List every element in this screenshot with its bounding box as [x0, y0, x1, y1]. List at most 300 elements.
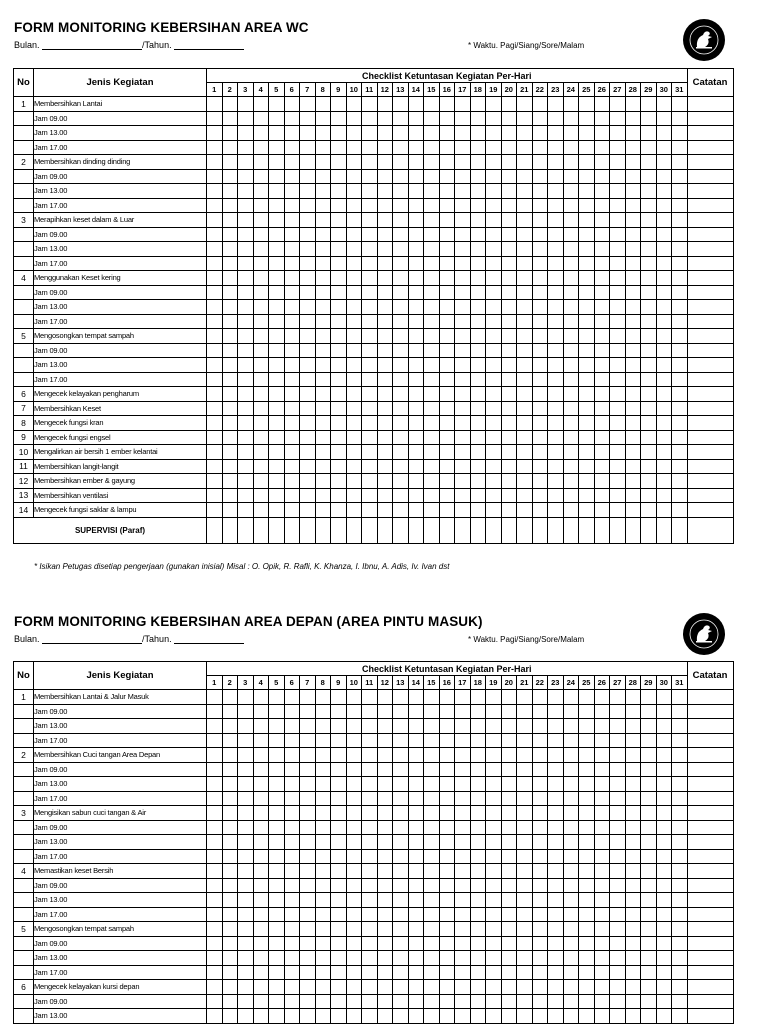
check-cell[interactable]: [222, 343, 238, 358]
check-cell[interactable]: [377, 864, 393, 879]
check-cell[interactable]: [393, 849, 409, 864]
check-cell[interactable]: [486, 155, 502, 170]
check-cell[interactable]: [641, 300, 657, 315]
check-cell[interactable]: [672, 111, 688, 126]
check-cell[interactable]: [641, 907, 657, 922]
check-cell[interactable]: [672, 893, 688, 908]
check-cell[interactable]: [486, 849, 502, 864]
check-cell[interactable]: [377, 791, 393, 806]
check-cell[interactable]: [548, 169, 564, 184]
check-cell[interactable]: [362, 733, 378, 748]
check-cell[interactable]: [532, 329, 548, 344]
check-cell[interactable]: [362, 503, 378, 518]
check-cell[interactable]: [672, 256, 688, 271]
check-cell[interactable]: [253, 503, 269, 518]
check-cell[interactable]: [207, 965, 223, 980]
check-cell[interactable]: [300, 907, 316, 922]
check-cell[interactable]: [532, 951, 548, 966]
check-cell[interactable]: [501, 762, 517, 777]
check-cell[interactable]: [532, 893, 548, 908]
check-cell[interactable]: [486, 820, 502, 835]
check-cell[interactable]: [393, 503, 409, 518]
notes-cell[interactable]: [687, 169, 733, 184]
notes-cell[interactable]: [687, 704, 733, 719]
check-cell[interactable]: [470, 849, 486, 864]
check-cell[interactable]: [346, 951, 362, 966]
check-cell[interactable]: [331, 893, 347, 908]
check-cell[interactable]: [439, 791, 455, 806]
check-cell[interactable]: [486, 835, 502, 850]
check-cell[interactable]: [470, 864, 486, 879]
notes-cell[interactable]: [687, 300, 733, 315]
check-cell[interactable]: [594, 733, 610, 748]
check-cell[interactable]: [625, 733, 641, 748]
check-cell[interactable]: [501, 198, 517, 213]
check-cell[interactable]: [238, 719, 254, 734]
check-cell[interactable]: [548, 704, 564, 719]
check-cell[interactable]: [641, 503, 657, 518]
check-cell[interactable]: [439, 372, 455, 387]
check-cell[interactable]: [548, 733, 564, 748]
check-cell[interactable]: [486, 358, 502, 373]
check-cell[interactable]: [362, 329, 378, 344]
check-cell[interactable]: [362, 459, 378, 474]
check-cell[interactable]: [641, 126, 657, 141]
check-cell[interactable]: [269, 227, 285, 242]
check-cell[interactable]: [594, 97, 610, 112]
check-cell[interactable]: [517, 503, 533, 518]
check-cell[interactable]: [470, 733, 486, 748]
check-cell[interactable]: [486, 1009, 502, 1024]
check-cell[interactable]: [548, 820, 564, 835]
check-cell[interactable]: [222, 155, 238, 170]
check-cell[interactable]: [579, 474, 595, 489]
check-cell[interactable]: [424, 474, 440, 489]
check-cell[interactable]: [455, 213, 471, 228]
paraf-cell[interactable]: [284, 517, 300, 543]
check-cell[interactable]: [222, 849, 238, 864]
check-cell[interactable]: [284, 1009, 300, 1024]
check-cell[interactable]: [362, 140, 378, 155]
check-cell[interactable]: [269, 213, 285, 228]
check-cell[interactable]: [331, 97, 347, 112]
check-cell[interactable]: [486, 184, 502, 199]
check-cell[interactable]: [641, 271, 657, 286]
paraf-cell[interactable]: [455, 517, 471, 543]
check-cell[interactable]: [470, 155, 486, 170]
check-cell[interactable]: [501, 474, 517, 489]
check-cell[interactable]: [656, 503, 672, 518]
check-cell[interactable]: [625, 198, 641, 213]
check-cell[interactable]: [315, 951, 331, 966]
check-cell[interactable]: [610, 416, 626, 431]
check-cell[interactable]: [548, 1009, 564, 1024]
check-cell[interactable]: [486, 387, 502, 402]
check-cell[interactable]: [656, 936, 672, 951]
check-cell[interactable]: [207, 791, 223, 806]
check-cell[interactable]: [207, 343, 223, 358]
check-cell[interactable]: [346, 358, 362, 373]
check-cell[interactable]: [532, 155, 548, 170]
check-cell[interactable]: [517, 791, 533, 806]
check-cell[interactable]: [548, 184, 564, 199]
check-cell[interactable]: [439, 97, 455, 112]
check-cell[interactable]: [408, 97, 424, 112]
check-cell[interactable]: [455, 126, 471, 141]
check-cell[interactable]: [253, 256, 269, 271]
check-cell[interactable]: [207, 387, 223, 402]
check-cell[interactable]: [486, 762, 502, 777]
check-cell[interactable]: [377, 155, 393, 170]
check-cell[interactable]: [331, 300, 347, 315]
check-cell[interactable]: [238, 256, 254, 271]
check-cell[interactable]: [517, 242, 533, 257]
check-cell[interactable]: [563, 806, 579, 821]
check-cell[interactable]: [610, 922, 626, 937]
check-cell[interactable]: [253, 864, 269, 879]
check-cell[interactable]: [672, 445, 688, 460]
check-cell[interactable]: [470, 97, 486, 112]
check-cell[interactable]: [408, 1009, 424, 1024]
check-cell[interactable]: [253, 169, 269, 184]
check-cell[interactable]: [300, 806, 316, 821]
check-cell[interactable]: [455, 965, 471, 980]
check-cell[interactable]: [222, 994, 238, 1009]
check-cell[interactable]: [222, 416, 238, 431]
check-cell[interactable]: [656, 358, 672, 373]
check-cell[interactable]: [408, 242, 424, 257]
check-cell[interactable]: [362, 820, 378, 835]
check-cell[interactable]: [300, 198, 316, 213]
check-cell[interactable]: [656, 198, 672, 213]
check-cell[interactable]: [548, 155, 564, 170]
check-cell[interactable]: [207, 329, 223, 344]
check-cell[interactable]: [362, 922, 378, 937]
check-cell[interactable]: [408, 184, 424, 199]
check-cell[interactable]: [517, 198, 533, 213]
check-cell[interactable]: [563, 748, 579, 763]
check-cell[interactable]: [641, 111, 657, 126]
check-cell[interactable]: [238, 343, 254, 358]
check-cell[interactable]: [625, 835, 641, 850]
check-cell[interactable]: [424, 748, 440, 763]
check-cell[interactable]: [501, 878, 517, 893]
check-cell[interactable]: [393, 791, 409, 806]
check-cell[interactable]: [300, 762, 316, 777]
check-cell[interactable]: [284, 488, 300, 503]
check-cell[interactable]: [470, 300, 486, 315]
check-cell[interactable]: [393, 878, 409, 893]
check-cell[interactable]: [501, 820, 517, 835]
check-cell[interactable]: [300, 503, 316, 518]
check-cell[interactable]: [269, 777, 285, 792]
check-cell[interactable]: [594, 690, 610, 705]
check-cell[interactable]: [269, 503, 285, 518]
check-cell[interactable]: [501, 835, 517, 850]
check-cell[interactable]: [377, 806, 393, 821]
check-cell[interactable]: [470, 936, 486, 951]
check-cell[interactable]: [253, 97, 269, 112]
check-cell[interactable]: [672, 213, 688, 228]
check-cell[interactable]: [424, 198, 440, 213]
check-cell[interactable]: [424, 314, 440, 329]
check-cell[interactable]: [393, 169, 409, 184]
check-cell[interactable]: [455, 227, 471, 242]
check-cell[interactable]: [284, 416, 300, 431]
check-cell[interactable]: [563, 155, 579, 170]
check-cell[interactable]: [625, 474, 641, 489]
check-cell[interactable]: [455, 835, 471, 850]
check-cell[interactable]: [563, 242, 579, 257]
check-cell[interactable]: [315, 907, 331, 922]
check-cell[interactable]: [672, 372, 688, 387]
check-cell[interactable]: [625, 271, 641, 286]
check-cell[interactable]: [362, 690, 378, 705]
check-cell[interactable]: [362, 358, 378, 373]
check-cell[interactable]: [610, 314, 626, 329]
check-cell[interactable]: [641, 358, 657, 373]
check-cell[interactable]: [641, 922, 657, 937]
check-cell[interactable]: [672, 271, 688, 286]
check-cell[interactable]: [563, 169, 579, 184]
check-cell[interactable]: [548, 329, 564, 344]
check-cell[interactable]: [300, 820, 316, 835]
check-cell[interactable]: [594, 936, 610, 951]
notes-cell[interactable]: [687, 97, 733, 112]
check-cell[interactable]: [238, 748, 254, 763]
check-cell[interactable]: [377, 820, 393, 835]
check-cell[interactable]: [222, 762, 238, 777]
check-cell[interactable]: [408, 922, 424, 937]
check-cell[interactable]: [594, 762, 610, 777]
check-cell[interactable]: [315, 213, 331, 228]
check-cell[interactable]: [455, 936, 471, 951]
check-cell[interactable]: [222, 401, 238, 416]
check-cell[interactable]: [610, 242, 626, 257]
check-cell[interactable]: [377, 690, 393, 705]
check-cell[interactable]: [625, 791, 641, 806]
check-cell[interactable]: [269, 820, 285, 835]
check-cell[interactable]: [408, 893, 424, 908]
check-cell[interactable]: [579, 719, 595, 734]
check-cell[interactable]: [284, 503, 300, 518]
check-cell[interactable]: [501, 980, 517, 995]
check-cell[interactable]: [207, 314, 223, 329]
check-cell[interactable]: [284, 893, 300, 908]
check-cell[interactable]: [486, 777, 502, 792]
check-cell[interactable]: [517, 951, 533, 966]
check-cell[interactable]: [625, 285, 641, 300]
check-cell[interactable]: [501, 184, 517, 199]
check-cell[interactable]: [207, 849, 223, 864]
check-cell[interactable]: [579, 777, 595, 792]
check-cell[interactable]: [439, 690, 455, 705]
check-cell[interactable]: [300, 748, 316, 763]
check-cell[interactable]: [253, 1009, 269, 1024]
check-cell[interactable]: [610, 445, 626, 460]
check-cell[interactable]: [625, 820, 641, 835]
check-cell[interactable]: [486, 256, 502, 271]
check-cell[interactable]: [501, 227, 517, 242]
check-cell[interactable]: [222, 169, 238, 184]
check-cell[interactable]: [300, 733, 316, 748]
check-cell[interactable]: [408, 864, 424, 879]
check-cell[interactable]: [300, 213, 316, 228]
check-cell[interactable]: [331, 416, 347, 431]
notes-cell[interactable]: [687, 994, 733, 1009]
check-cell[interactable]: [269, 256, 285, 271]
check-cell[interactable]: [532, 242, 548, 257]
check-cell[interactable]: [656, 806, 672, 821]
check-cell[interactable]: [393, 835, 409, 850]
check-cell[interactable]: [594, 184, 610, 199]
check-cell[interactable]: [501, 256, 517, 271]
check-cell[interactable]: [424, 733, 440, 748]
notes-cell[interactable]: [687, 922, 733, 937]
check-cell[interactable]: [424, 300, 440, 315]
check-cell[interactable]: [362, 343, 378, 358]
check-cell[interactable]: [517, 893, 533, 908]
check-cell[interactable]: [253, 922, 269, 937]
check-cell[interactable]: [331, 849, 347, 864]
check-cell[interactable]: [207, 358, 223, 373]
check-cell[interactable]: [548, 936, 564, 951]
check-cell[interactable]: [238, 387, 254, 402]
check-cell[interactable]: [331, 791, 347, 806]
check-cell[interactable]: [346, 387, 362, 402]
check-cell[interactable]: [238, 994, 254, 1009]
check-cell[interactable]: [408, 387, 424, 402]
check-cell[interactable]: [331, 503, 347, 518]
check-cell[interactable]: [672, 358, 688, 373]
check-cell[interactable]: [269, 372, 285, 387]
check-cell[interactable]: [532, 777, 548, 792]
check-cell[interactable]: [207, 922, 223, 937]
check-cell[interactable]: [517, 907, 533, 922]
check-cell[interactable]: [625, 97, 641, 112]
check-cell[interactable]: [641, 97, 657, 112]
check-cell[interactable]: [455, 806, 471, 821]
check-cell[interactable]: [594, 488, 610, 503]
check-cell[interactable]: [424, 169, 440, 184]
check-cell[interactable]: [625, 387, 641, 402]
check-cell[interactable]: [315, 864, 331, 879]
check-cell[interactable]: [641, 430, 657, 445]
check-cell[interactable]: [610, 704, 626, 719]
notes-cell[interactable]: [687, 474, 733, 489]
check-cell[interactable]: [408, 791, 424, 806]
check-cell[interactable]: [238, 922, 254, 937]
check-cell[interactable]: [439, 1009, 455, 1024]
check-cell[interactable]: [222, 372, 238, 387]
check-cell[interactable]: [238, 329, 254, 344]
check-cell[interactable]: [610, 459, 626, 474]
check-cell[interactable]: [408, 372, 424, 387]
check-cell[interactable]: [532, 719, 548, 734]
check-cell[interactable]: [656, 748, 672, 763]
check-cell[interactable]: [362, 300, 378, 315]
check-cell[interactable]: [269, 155, 285, 170]
check-cell[interactable]: [222, 1009, 238, 1024]
check-cell[interactable]: [315, 271, 331, 286]
check-cell[interactable]: [501, 111, 517, 126]
check-cell[interactable]: [532, 97, 548, 112]
check-cell[interactable]: [284, 300, 300, 315]
check-cell[interactable]: [610, 719, 626, 734]
check-cell[interactable]: [315, 980, 331, 995]
check-cell[interactable]: [269, 474, 285, 489]
check-cell[interactable]: [253, 445, 269, 460]
check-cell[interactable]: [393, 387, 409, 402]
check-cell[interactable]: [253, 777, 269, 792]
check-cell[interactable]: [532, 994, 548, 1009]
check-cell[interactable]: [331, 213, 347, 228]
check-cell[interactable]: [625, 126, 641, 141]
check-cell[interactable]: [579, 849, 595, 864]
check-cell[interactable]: [238, 835, 254, 850]
check-cell[interactable]: [470, 184, 486, 199]
check-cell[interactable]: [625, 748, 641, 763]
check-cell[interactable]: [408, 849, 424, 864]
check-cell[interactable]: [377, 227, 393, 242]
check-cell[interactable]: [315, 777, 331, 792]
check-cell[interactable]: [439, 155, 455, 170]
check-cell[interactable]: [625, 864, 641, 879]
check-cell[interactable]: [269, 459, 285, 474]
check-cell[interactable]: [625, 111, 641, 126]
check-cell[interactable]: [517, 459, 533, 474]
check-cell[interactable]: [625, 936, 641, 951]
check-cell[interactable]: [331, 256, 347, 271]
check-cell[interactable]: [362, 488, 378, 503]
check-cell[interactable]: [393, 893, 409, 908]
check-cell[interactable]: [486, 907, 502, 922]
check-cell[interactable]: [207, 719, 223, 734]
check-cell[interactable]: [315, 358, 331, 373]
check-cell[interactable]: [253, 358, 269, 373]
check-cell[interactable]: [594, 820, 610, 835]
check-cell[interactable]: [300, 951, 316, 966]
check-cell[interactable]: [362, 849, 378, 864]
check-cell[interactable]: [532, 459, 548, 474]
check-cell[interactable]: [625, 762, 641, 777]
check-cell[interactable]: [455, 140, 471, 155]
check-cell[interactable]: [408, 951, 424, 966]
check-cell[interactable]: [222, 213, 238, 228]
check-cell[interactable]: [579, 343, 595, 358]
check-cell[interactable]: [207, 878, 223, 893]
check-cell[interactable]: [439, 777, 455, 792]
check-cell[interactable]: [579, 430, 595, 445]
check-cell[interactable]: [594, 300, 610, 315]
check-cell[interactable]: [563, 329, 579, 344]
check-cell[interactable]: [563, 849, 579, 864]
check-cell[interactable]: [424, 762, 440, 777]
check-cell[interactable]: [362, 213, 378, 228]
check-cell[interactable]: [331, 733, 347, 748]
check-cell[interactable]: [315, 878, 331, 893]
check-cell[interactable]: [594, 169, 610, 184]
check-cell[interactable]: [393, 111, 409, 126]
check-cell[interactable]: [331, 271, 347, 286]
check-cell[interactable]: [424, 820, 440, 835]
check-cell[interactable]: [486, 445, 502, 460]
check-cell[interactable]: [563, 97, 579, 112]
check-cell[interactable]: [424, 922, 440, 937]
check-cell[interactable]: [346, 864, 362, 879]
check-cell[interactable]: [393, 140, 409, 155]
check-cell[interactable]: [501, 1009, 517, 1024]
